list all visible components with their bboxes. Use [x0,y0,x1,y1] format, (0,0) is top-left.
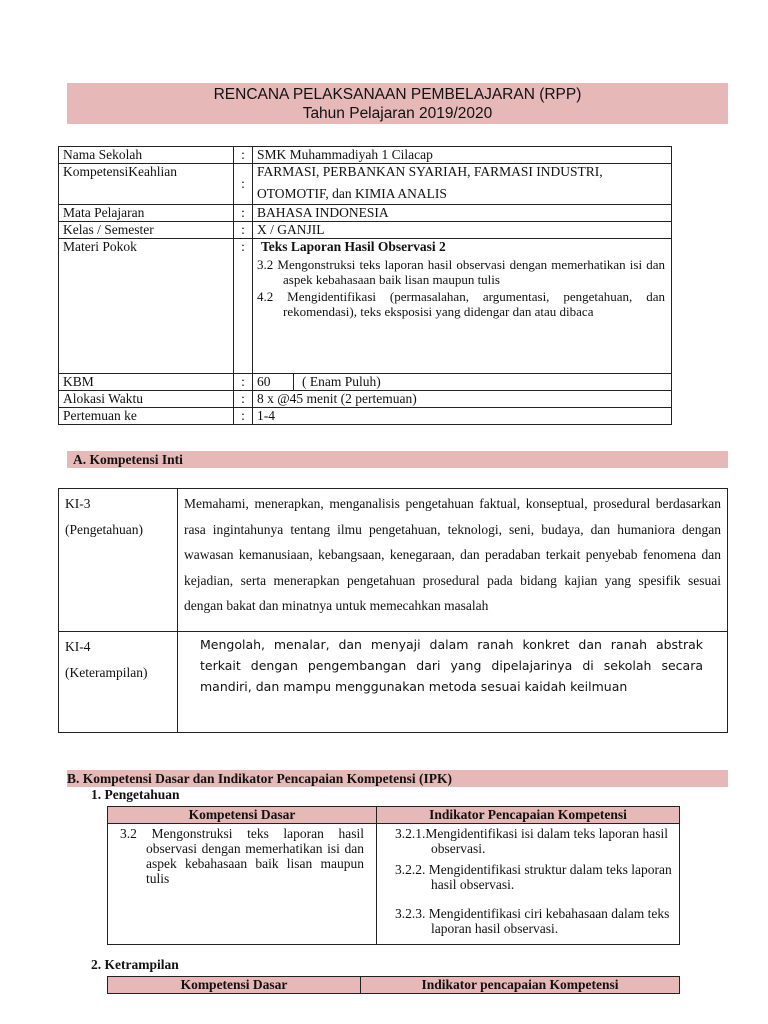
kompetensi-line-2: OTOMOTIF, dan KIMIA ANALIS [257,186,447,201]
document-title: RENCANA PELAKSANAAN PEMBELAJARAN (RPP) [213,86,582,103]
colon: : [234,239,253,374]
kbm-number: 60 [257,374,294,390]
label-kbm: KBM [59,374,234,391]
label-alokasi: Alokasi Waktu [59,391,234,408]
value-nama-sekolah: SMK Muhammadiyah 1 Cilacap [253,147,672,164]
colon: : [234,164,253,205]
kd-cell [108,824,377,945]
value-materi [253,239,672,374]
value-pertemuan: 1-4 [253,408,672,425]
table-row [108,824,680,945]
kd-ipk-table-ketrampilan [107,976,680,994]
document-year: Tahun Pelajaran 2019/2020 [302,105,493,122]
ki3-row [59,489,728,632]
table-header-row [108,807,680,824]
row-materi [59,239,672,374]
ki4-description-cell [178,632,728,733]
label-kompetensi: KompetensiKeahlian [59,164,234,205]
ki4-name: (Keterampilan) [65,665,148,680]
label-mapel: Mata Pelajaran [59,205,234,222]
ipk-cell [377,824,680,945]
row-kbm [59,374,672,391]
kompetensi-inti-table [58,488,728,733]
materi-list [257,257,665,319]
label-pertemuan: Pertemuan ke [59,408,234,425]
ki3-name: (Pengetahuan) [65,522,143,537]
value-kbm [253,374,672,391]
label-kelas: Kelas / Semester [59,222,234,239]
sub-heading-pengetahuan: 1. Pengetahuan [91,787,180,802]
kompetensi-line-1: FARMASI, PERBANKAN SYARIAH, FARMASI INDUSTRI, [257,164,603,179]
colon: : [234,147,253,164]
ki4-row [59,632,728,733]
row-alokasi [59,391,672,408]
value-alokasi: 8 x @45 menit (2 pertemuan) [253,391,672,408]
section-b-heading: B. Kompetensi Dasar dan Indikator Pencapaian Kompetensi (IPK) [67,770,728,787]
row-kompetensi [59,164,672,205]
row-mapel [59,205,672,222]
colon: : [234,205,253,222]
ki4-code: KI-4 [65,639,91,654]
value-kompetensi [253,164,672,205]
ki4-label-cell [59,632,178,733]
kd-3-2: 3.2 Mengonstruksi teks laporan hasil observasi dengan memerhatikan isi dan aspek kebahasaan baik lisan maupun tulis [120,826,364,886]
table-header-row [108,977,680,994]
ki3-code: KI-3 [65,496,91,511]
value-mapel: BAHASA INDONESIA [253,205,672,222]
ipk-item: 3.2.3. Mengidentifikasi ciri kebahasaan dalam teks laporan hasil observasi. [395,906,670,936]
ipk-item: 3.2.2. Mengidentifikasi struktur dalam teks laporan hasil observasi. [395,862,672,892]
identity-table [58,146,672,425]
sub-heading-ketrampilan: 2. Ketrampilan [91,957,179,972]
kbm-words: ( Enam Puluh) [302,374,381,389]
section-a-heading: A. Kompetensi Inti [67,451,728,468]
materi-item: 3.2 Mengonstruksi teks laporan hasil observasi dengan memerhatikan isi dan aspek kebahasaan baik lisan maupun tulis [257,257,665,287]
ki3-label-cell [59,489,178,632]
ki4-description: Mengolah, menalar, dan menyaji dalam ranah konkret dan ranah abstrak terkait dengan pengembangan dari yang dipelajarinya di sekolah secara mandiri, dan mampu menggunakan metoda sesuai kaidah keilmuan [200,637,703,694]
kd-ipk-table-pengetahuan [107,806,680,945]
label-nama-sekolah: Nama Sekolah [59,147,234,164]
ki3-description: Memahami, menerapkan, menganalisis pengetahuan faktual, konseptual, prosedural berdasarkan rasa ingintahunya tentang ilmu pengetahuan, teknologi, seni, budaya, dan humaniora dengan wawasan kemanusiaan, kebangsaan, kenegaraan, dan peradaban terkait penyebab fenomena dan kejadian, serta menerapkan pengetahuan prosedural pada bidang kajian yang spesifik sesuai dengan bakat dan minatnya untuk memecahkan masalah [178,489,728,632]
ipk-item: 3.2.1.Mengidentifikasi isi dalam teks laporan hasil observasi. [395,826,668,856]
col-kompetensi-dasar: Kompetensi Dasar [108,977,361,994]
col-indikator: Indikator Pencapaian Kompetensi [377,807,680,824]
colon: : [234,391,253,408]
colon: : [234,408,253,425]
document-header [67,83,728,124]
row-kelas [59,222,672,239]
label-materi: Materi Pokok [59,239,234,374]
row-nama-sekolah [59,147,672,164]
materi-title: Teks Laporan Hasil Observasi 2 [261,239,446,254]
materi-item: 4.2 Mengidentifikasi (permasalahan, argumentasi, pengetahuan, dan rekomendasi), teks eksposisi yang didengar dan atau dibaca [257,289,665,319]
row-pertemuan [59,408,672,425]
col-indikator: Indikator pencapaian Kompetensi [361,977,680,994]
value-kelas: X / GANJIL [253,222,672,239]
colon: : [234,374,253,391]
col-kompetensi-dasar: Kompetensi Dasar [108,807,377,824]
colon: : [234,222,253,239]
